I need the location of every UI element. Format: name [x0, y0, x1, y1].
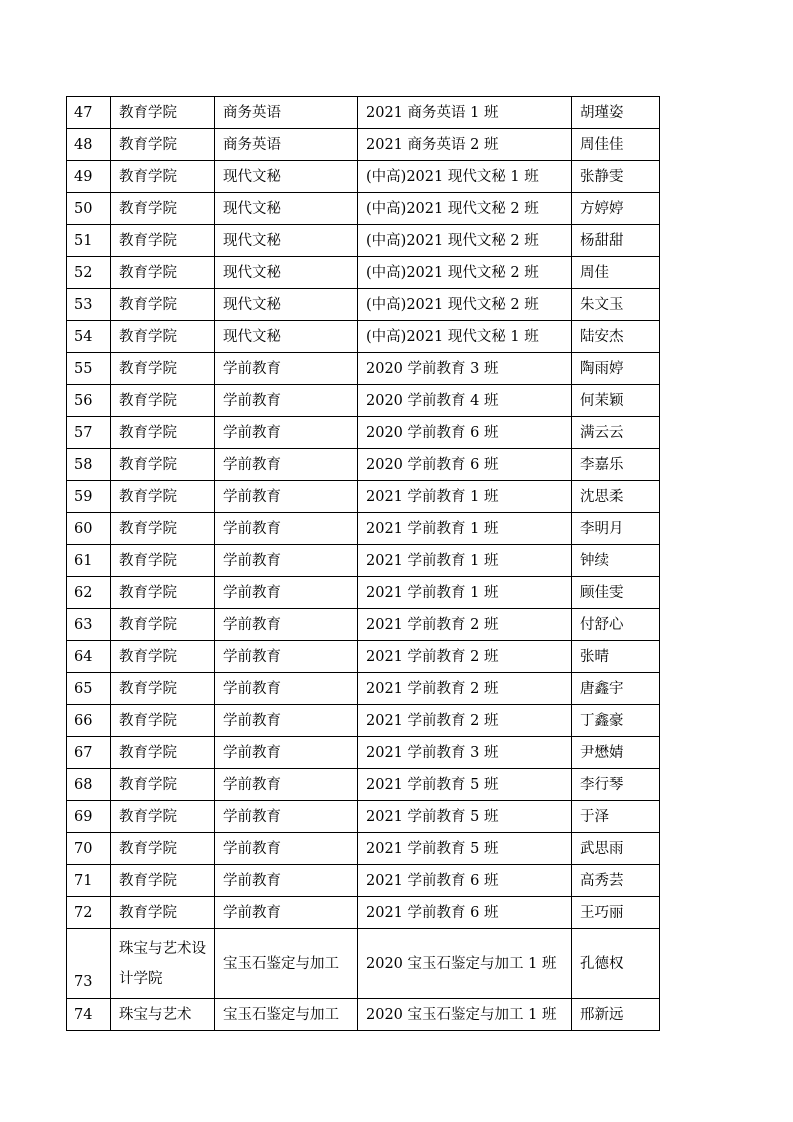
table-row — [67, 449, 660, 481]
class-cell: 2021 商务英语 1 班 — [358, 97, 572, 129]
class-cell: 2021 学前教育 1 班 — [358, 577, 572, 609]
major-cell: 学前教育 — [215, 481, 358, 513]
major-cell: 学前教育 — [215, 833, 358, 865]
class-cell: 2021 学前教育 5 班 — [358, 769, 572, 801]
major-cell: 现代文秘 — [215, 321, 358, 353]
row-number: 57 — [67, 417, 111, 449]
table-row — [67, 769, 660, 801]
class-cell: 2020 学前教育 3 班 — [358, 353, 572, 385]
class-cell: 2021 学前教育 2 班 — [358, 705, 572, 737]
table-row — [67, 641, 660, 673]
major-cell: 商务英语 — [215, 97, 358, 129]
table-row — [67, 385, 660, 417]
college-cell: 教育学院 — [111, 641, 215, 673]
college-cell: 教育学院 — [111, 417, 215, 449]
student-name-cell: 唐鑫宇 — [572, 673, 660, 705]
college-cell: 教育学院 — [111, 609, 215, 641]
college-cell: 教育学院 — [111, 161, 215, 193]
major-cell: 现代文秘 — [215, 161, 358, 193]
college-cell: 教育学院 — [111, 385, 215, 417]
college-cell: 教育学院 — [111, 737, 215, 769]
row-number: 47 — [67, 97, 111, 129]
row-number: 56 — [67, 385, 111, 417]
table-row — [67, 577, 660, 609]
class-cell: 2021 学前教育 1 班 — [358, 545, 572, 577]
row-number: 49 — [67, 161, 111, 193]
class-cell: 2021 学前教育 3 班 — [358, 737, 572, 769]
class-cell: 2021 学前教育 2 班 — [358, 673, 572, 705]
class-cell: (中高)2021 现代文秘 2 班 — [358, 225, 572, 257]
row-number: 50 — [67, 193, 111, 225]
major-cell: 学前教育 — [215, 513, 358, 545]
row-number: 69 — [67, 801, 111, 833]
table-row — [67, 833, 660, 865]
class-cell: 2021 学前教育 5 班 — [358, 801, 572, 833]
roster-table — [66, 96, 660, 1031]
class-cell: 2020 学前教育 4 班 — [358, 385, 572, 417]
college-cell: 教育学院 — [111, 449, 215, 481]
major-cell: 学前教育 — [215, 385, 358, 417]
major-cell: 学前教育 — [215, 897, 358, 929]
college-cell: 教育学院 — [111, 225, 215, 257]
major-cell: 现代文秘 — [215, 193, 358, 225]
table-row — [67, 161, 660, 193]
major-cell: 宝玉石鉴定与加工 — [215, 999, 358, 1031]
class-cell: 2021 学前教育 1 班 — [358, 513, 572, 545]
class-cell: 2021 学前教育 6 班 — [358, 897, 572, 929]
class-cell: (中高)2021 现代文秘 2 班 — [358, 257, 572, 289]
college-cell: 教育学院 — [111, 865, 215, 897]
major-cell: 学前教育 — [215, 641, 358, 673]
major-cell: 学前教育 — [215, 417, 358, 449]
table-row — [67, 257, 660, 289]
class-cell: 2021 商务英语 2 班 — [358, 129, 572, 161]
class-cell: (中高)2021 现代文秘 1 班 — [358, 161, 572, 193]
college-cell: 教育学院 — [111, 129, 215, 161]
table-row — [67, 417, 660, 449]
student-name-cell: 胡瑾姿 — [572, 97, 660, 129]
row-number: 52 — [67, 257, 111, 289]
row-number: 73 — [67, 929, 111, 999]
roster-body — [67, 97, 660, 1031]
table-row — [67, 737, 660, 769]
student-name-cell: 周佳佳 — [572, 129, 660, 161]
class-cell: 2021 学前教育 6 班 — [358, 865, 572, 897]
table-row — [67, 225, 660, 257]
student-name-cell: 高秀芸 — [572, 865, 660, 897]
student-name-cell: 朱文玉 — [572, 289, 660, 321]
student-name-cell: 顾佳雯 — [572, 577, 660, 609]
row-number: 58 — [67, 449, 111, 481]
table-row — [67, 609, 660, 641]
row-number: 71 — [67, 865, 111, 897]
major-cell: 现代文秘 — [215, 225, 358, 257]
row-number: 61 — [67, 545, 111, 577]
student-name-cell: 于泽 — [572, 801, 660, 833]
major-cell: 学前教育 — [215, 673, 358, 705]
class-cell: 2020 宝玉石鉴定与加工 1 班 — [358, 929, 572, 999]
college-cell: 教育学院 — [111, 353, 215, 385]
table-row — [67, 929, 660, 999]
table-row — [67, 129, 660, 161]
row-number: 70 — [67, 833, 111, 865]
student-name-cell: 李行琴 — [572, 769, 660, 801]
major-cell: 学前教育 — [215, 353, 358, 385]
college-cell: 教育学院 — [111, 513, 215, 545]
row-number: 51 — [67, 225, 111, 257]
student-name-cell: 沈思柔 — [572, 481, 660, 513]
table-row — [67, 193, 660, 225]
row-number: 72 — [67, 897, 111, 929]
major-cell: 学前教育 — [215, 449, 358, 481]
student-name-cell: 武思雨 — [572, 833, 660, 865]
college-cell: 教育学院 — [111, 97, 215, 129]
table-row — [67, 353, 660, 385]
major-cell: 学前教育 — [215, 705, 358, 737]
student-name-cell: 何茉颖 — [572, 385, 660, 417]
row-number: 74 — [67, 999, 111, 1031]
class-cell: (中高)2021 现代文秘 2 班 — [358, 289, 572, 321]
class-cell: 2020 宝玉石鉴定与加工 1 班 — [358, 999, 572, 1031]
college-cell: 教育学院 — [111, 705, 215, 737]
class-cell: (中高)2021 现代文秘 2 班 — [358, 193, 572, 225]
table-row — [67, 801, 660, 833]
table-row — [67, 289, 660, 321]
major-cell: 现代文秘 — [215, 289, 358, 321]
table-row — [67, 481, 660, 513]
student-name-cell: 方婷婷 — [572, 193, 660, 225]
table-row — [67, 513, 660, 545]
student-name-cell: 尹懋婧 — [572, 737, 660, 769]
student-name-cell: 付舒心 — [572, 609, 660, 641]
row-number: 65 — [67, 673, 111, 705]
college-cell: 教育学院 — [111, 193, 215, 225]
table-row — [67, 97, 660, 129]
row-number: 54 — [67, 321, 111, 353]
row-number: 55 — [67, 353, 111, 385]
student-name-cell: 王巧丽 — [572, 897, 660, 929]
major-cell: 学前教育 — [215, 769, 358, 801]
college-cell: 教育学院 — [111, 257, 215, 289]
student-name-cell: 周佳 — [572, 257, 660, 289]
student-name-cell: 李嘉乐 — [572, 449, 660, 481]
row-number: 68 — [67, 769, 111, 801]
college-cell: 教育学院 — [111, 321, 215, 353]
student-name-cell: 钟续 — [572, 545, 660, 577]
student-name-cell: 李明月 — [572, 513, 660, 545]
table-row — [67, 897, 660, 929]
college-cell: 教育学院 — [111, 769, 215, 801]
class-cell: 2020 学前教育 6 班 — [358, 449, 572, 481]
college-cell: 教育学院 — [111, 897, 215, 929]
row-number: 67 — [67, 737, 111, 769]
table-row — [67, 705, 660, 737]
student-name-cell: 陶雨婷 — [572, 353, 660, 385]
student-name-cell: 满云云 — [572, 417, 660, 449]
college-cell: 教育学院 — [111, 673, 215, 705]
row-number: 59 — [67, 481, 111, 513]
class-cell: 2021 学前教育 2 班 — [358, 641, 572, 673]
college-cell: 教育学院 — [111, 833, 215, 865]
row-number: 62 — [67, 577, 111, 609]
college-cell: 教育学院 — [111, 801, 215, 833]
college-cell: 教育学院 — [111, 289, 215, 321]
student-name-cell: 张晴 — [572, 641, 660, 673]
major-cell: 学前教育 — [215, 577, 358, 609]
row-number: 66 — [67, 705, 111, 737]
row-number: 60 — [67, 513, 111, 545]
major-cell: 学前教育 — [215, 545, 358, 577]
class-cell: 2021 学前教育 5 班 — [358, 833, 572, 865]
row-number: 53 — [67, 289, 111, 321]
class-cell: 2021 学前教育 2 班 — [358, 609, 572, 641]
college-cell: 珠宝与艺术 — [111, 999, 215, 1031]
major-cell: 学前教育 — [215, 865, 358, 897]
student-name-cell: 陆安杰 — [572, 321, 660, 353]
student-name-cell: 杨甜甜 — [572, 225, 660, 257]
row-number: 64 — [67, 641, 111, 673]
class-cell: 2020 学前教育 6 班 — [358, 417, 572, 449]
table-row — [67, 545, 660, 577]
major-cell: 学前教育 — [215, 609, 358, 641]
table-row — [67, 999, 660, 1031]
student-name-cell: 邢新远 — [572, 999, 660, 1031]
row-number: 48 — [67, 129, 111, 161]
student-name-cell: 孔德权 — [572, 929, 660, 999]
major-cell: 学前教育 — [215, 801, 358, 833]
college-cell: 珠宝与艺术设计学院 — [111, 929, 215, 999]
college-cell: 教育学院 — [111, 481, 215, 513]
student-name-cell: 丁鑫豪 — [572, 705, 660, 737]
class-cell: (中高)2021 现代文秘 1 班 — [358, 321, 572, 353]
student-name-cell: 张静雯 — [572, 161, 660, 193]
college-cell: 教育学院 — [111, 545, 215, 577]
table-row — [67, 865, 660, 897]
major-cell: 宝玉石鉴定与加工 — [215, 929, 358, 999]
class-cell: 2021 学前教育 1 班 — [358, 481, 572, 513]
row-number: 63 — [67, 609, 111, 641]
table-row — [67, 673, 660, 705]
major-cell: 现代文秘 — [215, 257, 358, 289]
college-cell: 教育学院 — [111, 577, 215, 609]
table-row — [67, 321, 660, 353]
major-cell: 学前教育 — [215, 737, 358, 769]
major-cell: 商务英语 — [215, 129, 358, 161]
